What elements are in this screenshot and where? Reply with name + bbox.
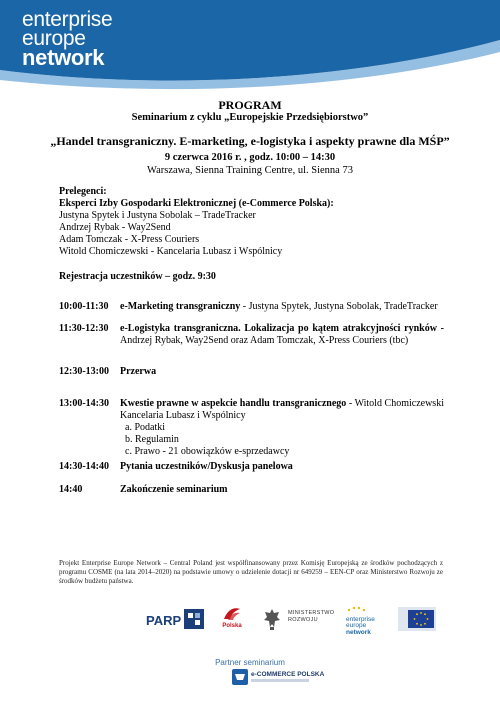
agenda-speakers: Andrzej Rybak, Way2Send oraz Adam Tomczak, X-Press Couriers (tbc) (120, 335, 409, 346)
ecommerce-polska-logo (232, 669, 325, 687)
agenda-title: Kwestie prawne w aspekcie handlu transgranicznego (120, 398, 347, 409)
partner-label: Partner seminarium (215, 658, 285, 667)
een-logo (22, 8, 113, 70)
polska-wing-icon (222, 607, 242, 621)
sponsor-logos (0, 605, 500, 635)
program-heading: PROGRAM (218, 98, 282, 112)
agenda-title: e-Marketing transgraniczny (120, 301, 241, 312)
ministry-line2: ROZWOJU (288, 617, 318, 623)
agenda-desc (120, 398, 444, 458)
agenda-desc (120, 366, 444, 378)
polska-logo (216, 607, 248, 629)
logo-line-europe: europe (22, 27, 86, 50)
polska-text: Polska (222, 623, 242, 629)
ministry-logo (288, 610, 334, 624)
agenda-time: 12:30-13:00 (59, 366, 109, 377)
seminar-series: Seminarium z cyklu „Europejskie Przedsiębiorstwo” (131, 112, 369, 123)
seminar-topic: „Handel transgraniczny. E-marketing, e-logistyka i aspekty prawne dla MŚP” (50, 134, 450, 148)
speakers-group: Eksperci Izby Gospodarki Elektronicznej (e-Commerce Polska): (59, 198, 334, 209)
agenda-time: 13:00-14:30 (59, 398, 109, 409)
agenda-title: Przerwa (120, 366, 157, 377)
agenda-title: Pytania uczestników/Dyskusja panelowa (120, 461, 293, 472)
agenda-desc (120, 301, 444, 313)
logo-line-enterprise: enterprise (22, 8, 113, 31)
ecommerce-tagline-bar (251, 679, 309, 682)
speaker-item: Andrzej Rybak - Way2Send (59, 222, 171, 233)
ministry-line1: MINISTERSTWO (288, 610, 335, 616)
agenda-subitem: a. Podatki (125, 422, 165, 433)
parp-logo: PARP (146, 613, 182, 628)
seminar-venue: Warszawa, Sienna Training Centre, ul. Sienna 73 (147, 165, 353, 176)
funding-note: Projekt Enterprise Europe Network – Central Poland jest współfinansowany przez Komisję Europejską ze środków pochodzących z programu COSME (na lata 2014–2020) na podstawie umowy o udzielenie dotacji nr 649259 – EEN-CP oraz Ministerstwo Rozwoju ze środków budżetu państwa. (59, 559, 443, 585)
registration-time: Rejestracja uczestników – godz. 9:30 (59, 271, 216, 282)
eagle-emblem-icon (262, 607, 282, 631)
agenda-title: e-Logistyka transgraniczna. Lokalizacja po kątem atrakcyjności rynków - (120, 323, 444, 334)
agenda-desc (120, 484, 444, 496)
agenda-speakers: - Witold Chomiczewski Kancelaria Lubasz i Wspólnicy (120, 398, 444, 421)
ecommerce-icon (232, 669, 248, 685)
speaker-item: Adam Tomczak - X-Press Couriers (59, 234, 200, 245)
header-banner (0, 0, 500, 92)
speakers-section (59, 186, 449, 258)
eu-flag-icon (398, 607, 436, 631)
parp-mark-icon (184, 609, 204, 629)
speakers-heading: Prelegenci: (59, 186, 107, 197)
agenda-desc (120, 323, 444, 347)
ecommerce-name: e-COMMERCE POLSKA (251, 671, 325, 678)
agenda-subitem: b. Regulamin (125, 434, 179, 445)
een-stars-icon (346, 606, 368, 614)
agenda-time: 11:30-12:30 (59, 323, 109, 334)
logo-line-network: network (22, 45, 105, 70)
agenda-time: 14:40 (59, 484, 83, 495)
een-small-logo (346, 606, 375, 636)
speaker-item: Justyna Spytek i Justyna Sobolak – TradeTracker (59, 210, 256, 221)
een-small-line3: network (346, 628, 371, 636)
seminar-date: 9 czerwca 2016 r. , godz. 10:00 – 14:30 (164, 152, 336, 163)
agenda-title: Zakończenie seminarium (120, 484, 228, 495)
een-small-line2: europe (346, 622, 367, 629)
agenda-time: 10:00-11:30 (59, 301, 109, 312)
agenda-speakers: - Justyna Spytek, Justyna Sobolak, TradeTracker (240, 301, 438, 312)
agenda-time: 14:30-14:40 (59, 461, 109, 472)
een-small-line1: enterprise (346, 615, 375, 623)
speaker-item: Witold Chomiczewski - Kancelaria Lubasz i Wspólnicy (59, 246, 283, 257)
agenda-desc (120, 461, 444, 473)
agenda-subitem: c. Prawo - 21 obowiązków e-sprzedawcy (125, 446, 290, 457)
